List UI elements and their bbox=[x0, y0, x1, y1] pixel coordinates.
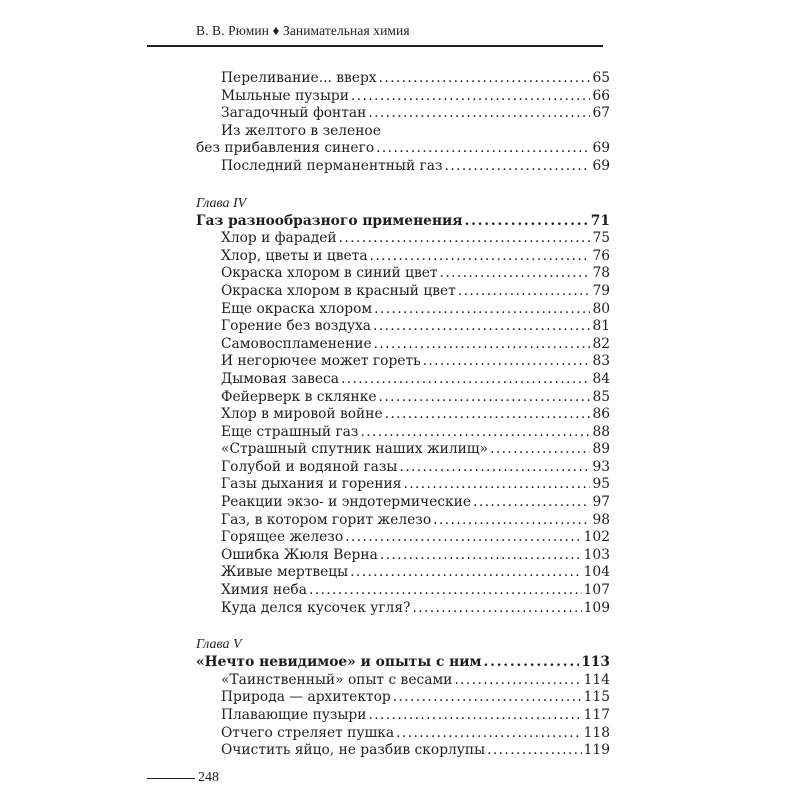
toc-entry bbox=[196, 582, 610, 600]
toc-entry bbox=[196, 494, 610, 512]
toc-entry-page: 69 bbox=[592, 157, 610, 174]
toc-leader-dots bbox=[370, 248, 591, 266]
toc-entry-title: Хлор и фарадей bbox=[221, 230, 337, 247]
toc-entry-title: Очистить яйцо, не разбив скорлупы bbox=[221, 742, 486, 759]
section-gap bbox=[196, 176, 610, 194]
toc-entry-page: 107 bbox=[583, 582, 610, 599]
toc-leader-dots bbox=[440, 265, 591, 283]
toc-entry-page: 118 bbox=[583, 724, 610, 741]
toc-entry bbox=[196, 742, 610, 760]
toc-entry-title: Самовоспламенение bbox=[221, 335, 372, 352]
toc-leader-dots bbox=[380, 547, 582, 565]
toc-entry-title: Последний перманентный газ bbox=[221, 157, 443, 174]
toc-entry-page: 75 bbox=[592, 230, 610, 247]
toc-entry-title: И негорючее может гореть bbox=[221, 353, 421, 370]
chapter-heading-page: 71 bbox=[590, 212, 610, 229]
toc-leader-dots bbox=[464, 213, 588, 231]
toc-entry-title: Реакции экзо- и эндотермические bbox=[221, 494, 472, 511]
toc-entry bbox=[196, 283, 610, 301]
toc-entry bbox=[196, 301, 610, 319]
toc-entry-page: 95 bbox=[592, 476, 610, 493]
toc-entry-page: 117 bbox=[583, 707, 610, 723]
toc-entry-title: Переливание... вверх bbox=[221, 70, 377, 86]
toc-entry-page: 85 bbox=[592, 388, 610, 405]
toc-entry-title: Из желтого в зеленое bbox=[221, 122, 381, 139]
chapter-label: Глава V bbox=[196, 637, 242, 653]
toc-entry-title: Загадочный фонтан bbox=[221, 105, 367, 122]
chapter-entries bbox=[196, 672, 610, 760]
toc-entry bbox=[196, 248, 610, 266]
toc-leader-dots bbox=[341, 371, 590, 389]
toc-leader-dots bbox=[379, 389, 591, 407]
toc-entry bbox=[196, 707, 610, 725]
toc-entry bbox=[196, 88, 610, 106]
toc-entry-title: Хлор в мировой войне bbox=[221, 406, 383, 423]
toc-entry-title: Живые мертвецы bbox=[221, 564, 349, 581]
toc-entry-page: 104 bbox=[583, 564, 610, 581]
toc-leader-dots bbox=[412, 600, 581, 618]
toc-entry-continuation bbox=[196, 140, 610, 158]
toc-entry-title: Дымовая завеса bbox=[221, 370, 339, 387]
toc-entry-page: 83 bbox=[592, 353, 610, 370]
toc-entry bbox=[196, 424, 610, 442]
toc-entry bbox=[196, 600, 610, 618]
chapter-entries bbox=[196, 230, 610, 617]
toc-entry-page: 115 bbox=[583, 689, 610, 706]
toc-entry-page: 78 bbox=[592, 265, 610, 282]
toc-entry bbox=[196, 512, 610, 530]
toc-leader-dots bbox=[385, 406, 591, 424]
toc-entry-title: без прибавления синего bbox=[196, 140, 375, 157]
toc-entry-title: Окраска хлором в синий цвет bbox=[221, 265, 438, 282]
section-gap bbox=[196, 617, 610, 635]
toc-leader-dots bbox=[373, 318, 590, 336]
toc-entry bbox=[196, 476, 610, 494]
header-rule bbox=[147, 45, 603, 47]
toc-entry-title: Еще окраска хлором bbox=[221, 300, 373, 317]
toc-entry-title: «Таинственный» опыт с весами bbox=[221, 671, 453, 688]
toc-entry-page: 82 bbox=[592, 335, 610, 352]
toc-leader-dots bbox=[368, 707, 581, 725]
toc-entry bbox=[196, 689, 610, 707]
chapter-label: Глава IV bbox=[196, 195, 247, 211]
chapter-heading bbox=[196, 213, 610, 231]
toc-leader-dots bbox=[339, 230, 591, 248]
toc-leader-dots bbox=[351, 88, 590, 106]
toc-entry bbox=[196, 389, 610, 407]
toc-entry bbox=[196, 564, 610, 582]
toc-entry-page: 93 bbox=[592, 458, 610, 475]
running-header: В. В. Рюмин ♦ Занимательная химия bbox=[196, 23, 410, 38]
toc-entry bbox=[196, 406, 610, 424]
toc-entry-title: Химия неба bbox=[221, 582, 307, 599]
toc-leader-dots bbox=[374, 301, 590, 319]
toc-entry-page: 76 bbox=[592, 247, 610, 264]
toc-leader-dots bbox=[473, 494, 590, 512]
toc-leader-dots bbox=[345, 529, 582, 547]
toc-entry-title: Окраска хлором в красный цвет bbox=[221, 282, 456, 299]
toc-entry bbox=[196, 459, 610, 477]
toc-entry-title: Голубой и водяной газы bbox=[221, 458, 398, 475]
toc-entry-title: Газы дыхания и горения bbox=[221, 476, 402, 493]
toc-entry bbox=[196, 547, 610, 565]
toc-leader-dots bbox=[490, 441, 590, 459]
toc-leader-dots bbox=[454, 672, 581, 690]
toc-entry-title: Природа — архитектор bbox=[221, 689, 391, 706]
toc-entry-page: 119 bbox=[583, 742, 610, 759]
toc-leader-dots bbox=[393, 689, 582, 707]
toc-leader-dots bbox=[350, 564, 582, 582]
toc-entry bbox=[196, 105, 610, 123]
toc-entry-page: 98 bbox=[592, 511, 610, 528]
chapter-heading-title: Газ разнообразного применения bbox=[196, 212, 463, 229]
toc-leader-dots bbox=[309, 582, 582, 600]
toc-entry-title: Фейерверк в склянке bbox=[221, 388, 377, 405]
toc-entry-page: 114 bbox=[583, 671, 610, 688]
toc-entry bbox=[196, 529, 610, 547]
toc-entry-title: Горящее железо bbox=[221, 529, 344, 546]
toc-entry-page: 97 bbox=[592, 494, 610, 511]
toc-leader-dots bbox=[483, 654, 579, 672]
toc-entry-page: 65 bbox=[592, 70, 610, 86]
toc-leader-dots bbox=[379, 70, 591, 88]
toc-entry-title: Мыльные пузыри bbox=[221, 87, 349, 104]
toc-leader-dots bbox=[399, 459, 590, 477]
toc-entry-page: 84 bbox=[592, 370, 610, 387]
toc-entry bbox=[196, 158, 610, 176]
toc-entry-page: 109 bbox=[583, 599, 610, 616]
toc-leader-dots bbox=[445, 158, 591, 176]
toc-entry-title: Плавающие пузыри bbox=[221, 707, 367, 723]
toc-entry-title: Ошибка Жюля Верна bbox=[221, 546, 378, 563]
toc-leader-dots bbox=[374, 336, 591, 354]
toc-entry-page: 89 bbox=[592, 441, 610, 458]
chapter-heading-page: 113 bbox=[581, 654, 610, 671]
toc-entry-page: 67 bbox=[592, 105, 610, 122]
toc-entry-page: 88 bbox=[592, 423, 610, 440]
toc-leader-dots bbox=[403, 476, 590, 494]
toc-entry-page: 81 bbox=[592, 318, 610, 335]
toc-entry-first-line bbox=[196, 123, 610, 141]
toc-entry-page: 103 bbox=[583, 546, 610, 563]
toc-entry-title: Еще страшный газ bbox=[221, 423, 359, 440]
toc-entry-page: 66 bbox=[592, 87, 610, 104]
toc-entry bbox=[196, 441, 610, 459]
toc-entry-title: «Страшный спутник наших жилищ» bbox=[221, 441, 489, 458]
toc-entry bbox=[196, 318, 610, 336]
toc-leader-dots bbox=[396, 725, 582, 743]
chapter-heading-title: «Нечто невидимое» и опыты с ним bbox=[196, 654, 482, 671]
toc-leader-dots bbox=[376, 140, 590, 158]
toc-entry bbox=[196, 371, 610, 389]
toc-entry bbox=[196, 353, 610, 371]
toc-entry-title: Газ, в котором горит железо bbox=[221, 511, 432, 528]
toc-entry-page: 79 bbox=[592, 282, 610, 299]
toc-entry bbox=[196, 725, 610, 743]
toc-entry bbox=[196, 336, 610, 354]
footer-rule bbox=[147, 778, 195, 779]
toc-leader-dots bbox=[360, 424, 590, 442]
toc-leader-dots bbox=[368, 105, 590, 123]
toc-entry bbox=[196, 230, 610, 248]
toc-entry-title: Куда делся кусочек угля? bbox=[221, 599, 411, 616]
toc-entry bbox=[196, 70, 610, 88]
toc-entry-page: 69 bbox=[592, 140, 610, 157]
toc-leader-dots bbox=[487, 742, 582, 760]
toc-entry-page: 102 bbox=[583, 529, 610, 546]
toc-entry-title: Горение без воздуха bbox=[221, 318, 371, 335]
toc-entry-title: Отчего стреляет пушка bbox=[221, 724, 395, 741]
toc-leader-dots bbox=[423, 353, 591, 371]
page-number: 248 bbox=[198, 770, 219, 785]
toc-entry-title: Хлор, цветы и цвета bbox=[221, 247, 368, 264]
chapter-heading bbox=[196, 654, 610, 672]
toc-entry-page: 80 bbox=[592, 300, 610, 317]
toc-leader-dots bbox=[458, 283, 591, 301]
toc-entry bbox=[196, 265, 610, 283]
toc-entry bbox=[196, 672, 610, 690]
toc-leader-dots bbox=[433, 512, 590, 530]
toc-entry-page: 86 bbox=[592, 406, 610, 423]
table-of-contents bbox=[196, 70, 610, 760]
